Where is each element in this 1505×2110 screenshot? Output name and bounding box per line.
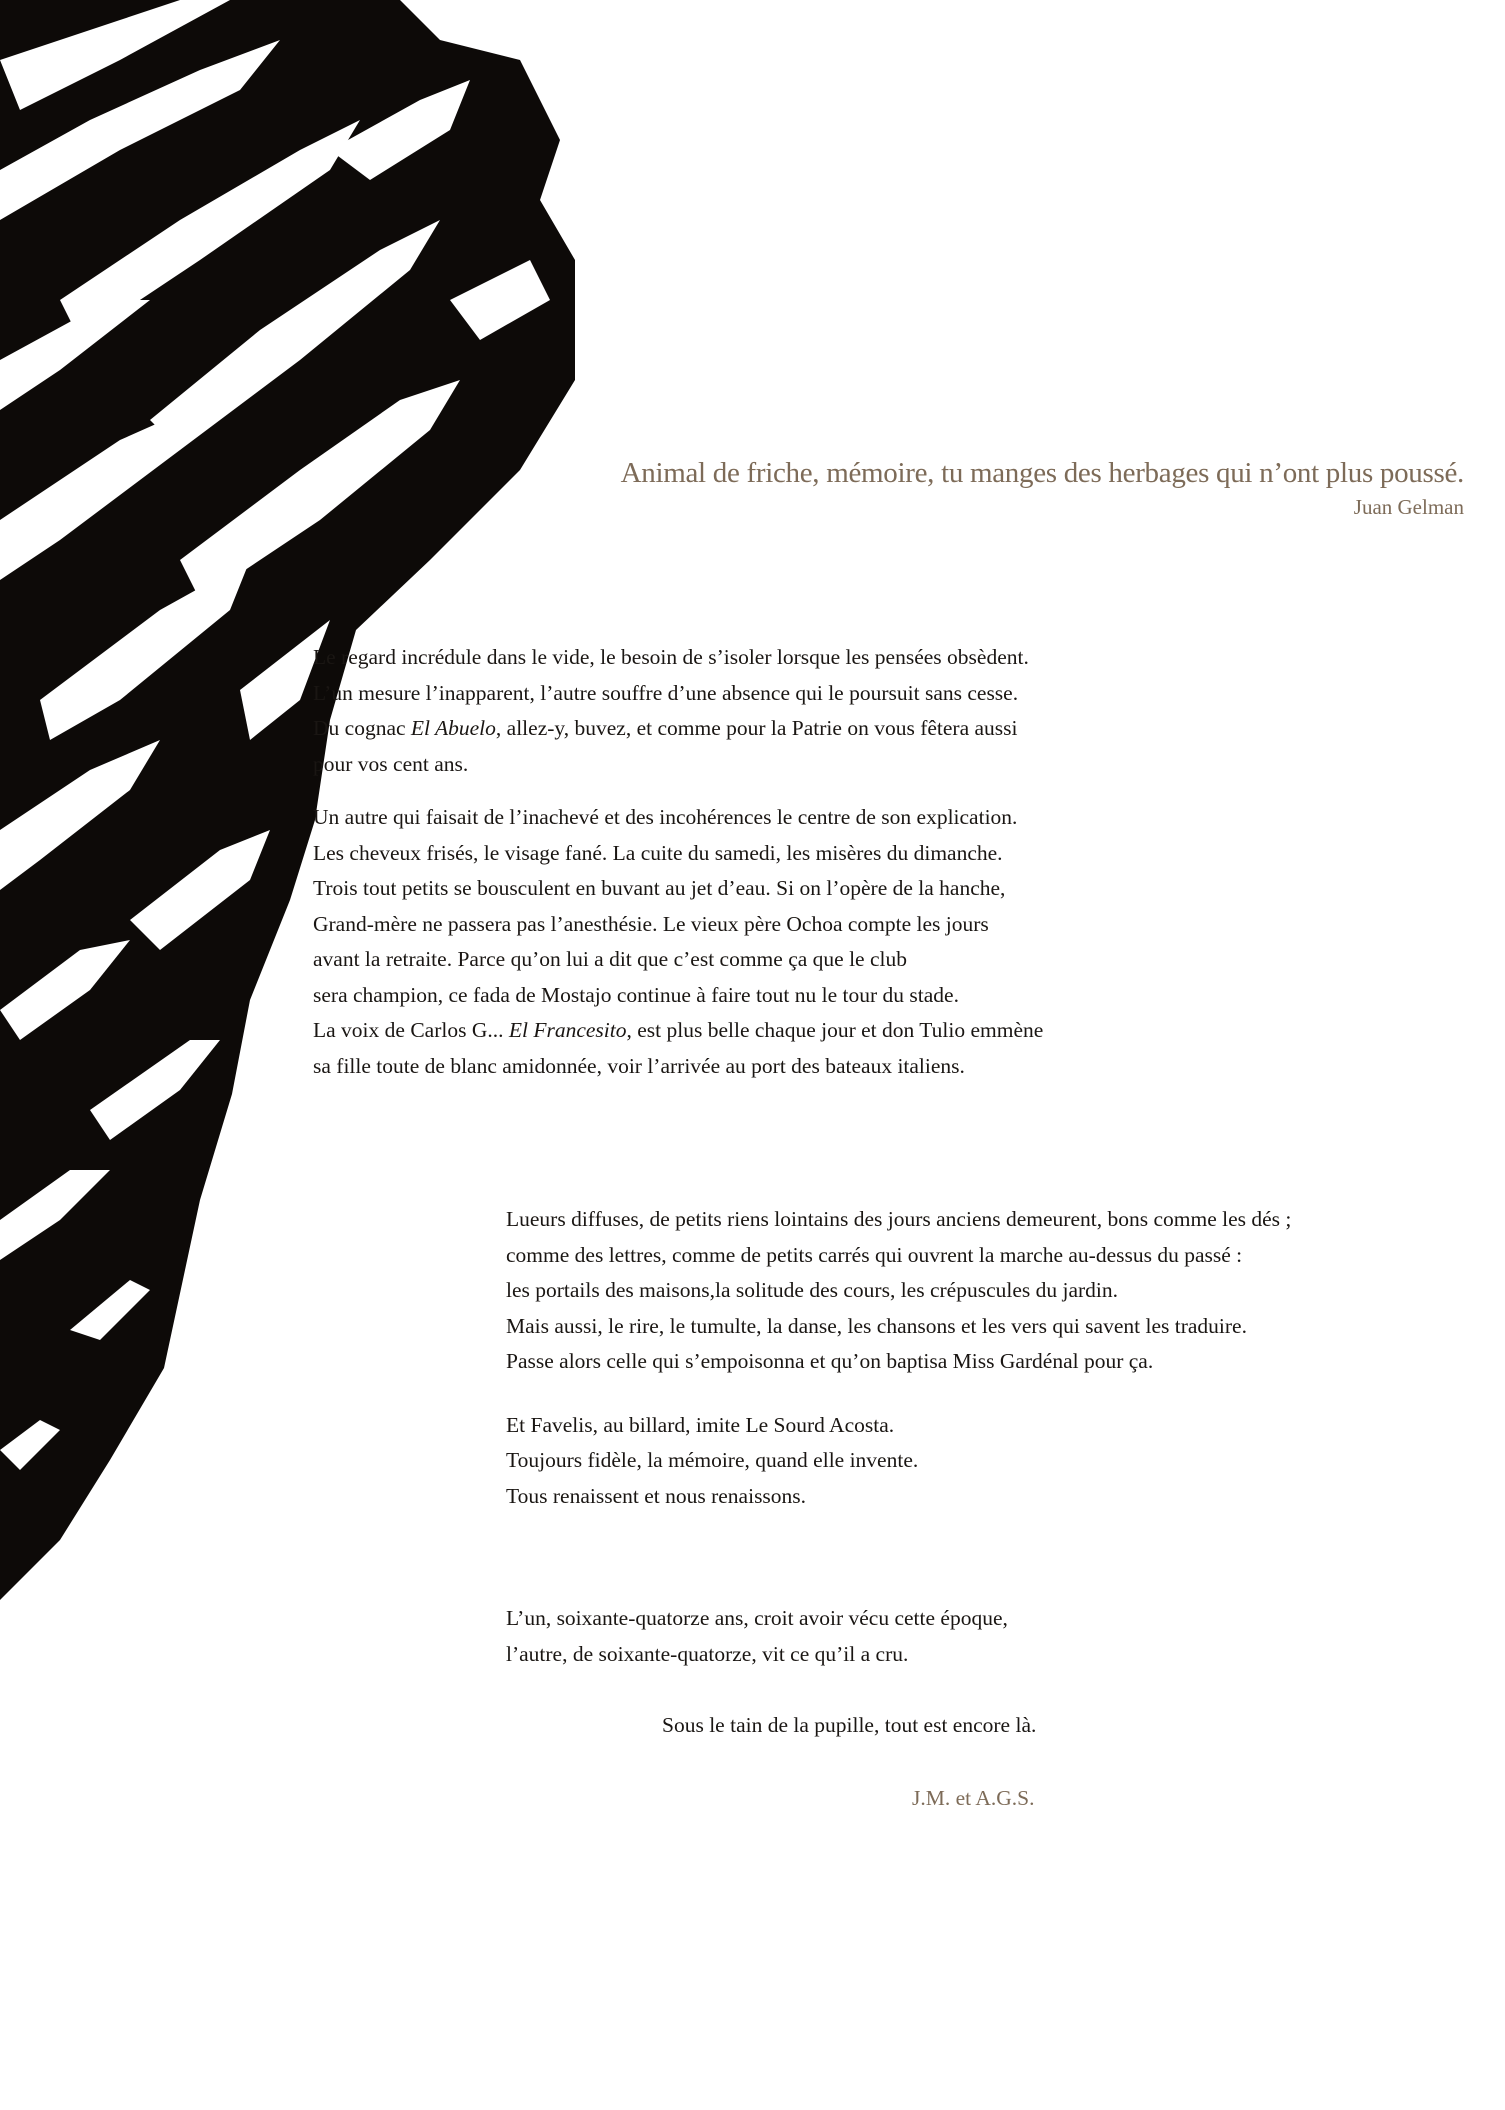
epigraph <box>621 455 1464 523</box>
text-line: Un autre qui faisait de l’inachevé et des incohérences le centre de son explication. <box>313 805 1018 829</box>
text-line: sera champion, ce fada de Mostajo continue à faire tout nu le tour du stade. <box>313 982 959 1007</box>
text-line: Toujours fidèle, la mémoire, quand elle invente. <box>506 1448 919 1472</box>
text-line: Mais aussi, le rire, le tumulte, la danse, les chansons et les vers qui savent les traduire. <box>506 1313 1247 1338</box>
text-line: pour vos cent ans. <box>313 751 469 776</box>
italic-title: El Abuelo <box>410 716 496 740</box>
text-line: Le regard incrédule dans le vide, le besoin de s’isoler lorsque les pensées obsèdent. <box>313 645 1029 669</box>
text-line: Trois tout petits se bousculent en buvant au jet d’eau. Si on l’opère de la hanche, <box>313 876 1006 900</box>
signature: J.M. et A.G.S. <box>912 1786 1035 1810</box>
text-line: Tous renaissent et nous renaissons. <box>506 1483 807 1508</box>
text-line: Grand-mère ne passera pas l’anesthésie. Le vieux père Ochoa compte les jours <box>313 911 989 936</box>
text-line: Les cheveux frisés, le visage fané. La cuite du samedi, les misères du dimanche. <box>313 840 1003 865</box>
closing-text: Sous le tain de la pupille, tout est encore là. <box>662 1713 1037 1737</box>
text-line: les portails des maisons,la solitude des cours, les crépuscules du jardin. <box>506 1278 1119 1302</box>
text-line: L’un, soixante-quatorze ans, croit avoir vécu cette époque, <box>506 1606 1008 1630</box>
text-span: La voix de Carlos G... <box>313 1018 509 1042</box>
text-line: L’un mesure l’inapparent, l’autre souffre d’une absence qui le poursuit sans cesse. <box>313 680 1019 705</box>
text-line: l’autre, de soixante-quatorze, vit ce qu’il a cru. <box>506 1641 909 1666</box>
epigraph-quote: Animal de friche, mémoire, tu manges des herbages qui n’ont plus poussé. <box>620 457 1464 489</box>
text-line: comme des lettres, comme de petits carrés qui ouvrent la marche au-dessus du passé : <box>506 1242 1243 1267</box>
text-span: Du cognac <box>313 716 411 740</box>
paragraph-1 <box>313 640 1043 1084</box>
italic-name: El Francesito <box>508 1018 627 1042</box>
text-span: , allez-y, buvez, et comme pour la Patrie on vous fêtera aussi <box>495 716 1018 740</box>
paragraph-5 <box>506 1601 1008 1672</box>
paragraph-3 <box>506 1202 1291 1514</box>
text-line <box>313 1013 1043 1049</box>
epigraph-author: Juan Gelman <box>1353 495 1464 519</box>
text-line: sa fille toute de blanc amidonnée, voir l’arrivée au port des bateaux italiens. <box>313 1053 965 1078</box>
text-span: , est plus belle chaque jour et don Tulio emmène <box>626 1018 1044 1042</box>
text-line: Lueurs diffuses, de petits riens lointains des jours anciens demeurent, bons comme les dés ; <box>506 1207 1292 1231</box>
text-line: Passe alors celle qui s’empoisonna et qu’on baptisa Miss Gardénal pour ça. <box>506 1349 1154 1373</box>
text-line: Et Favelis, au billard, imite Le Sourd Acosta. <box>506 1412 895 1437</box>
closing-line <box>662 1708 1036 1744</box>
text-line: avant la retraite. Parce qu’on lui a dit que c’est comme ça que le club <box>313 947 907 971</box>
text-line <box>313 711 1043 747</box>
